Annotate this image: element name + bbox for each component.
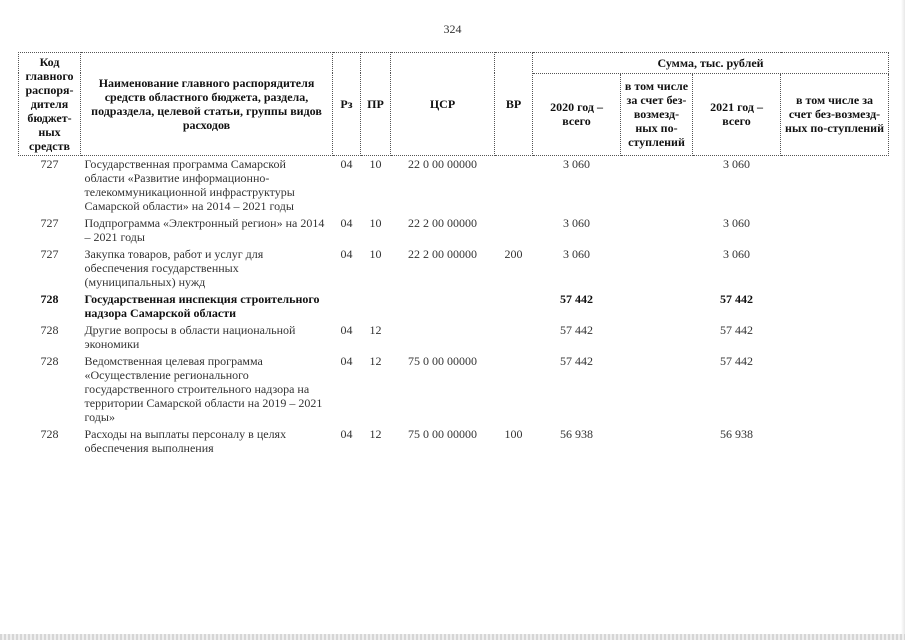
cell-2020-gratuitous [621,246,693,291]
cell-2021-total: 3 060 [723,216,750,230]
table-row [19,156,889,216]
header-rz: Рз [333,53,361,156]
cell-name: Другие вопросы в области национальной экономики [84,323,296,351]
cell-2020-total: 3 060 [563,157,590,171]
cell-2020-total: 56 938 [560,427,593,441]
scan-bottom-edge [0,634,905,640]
cell-2021-gratuitous [781,426,889,457]
cell-pr: 10 [369,157,382,171]
cell-2020-gratuitous [621,322,693,353]
cell-code: 727 [40,247,59,261]
cell-2020-total: 57 442 [560,354,593,368]
cell-name: Закупка товаров, работ и услуг для обеспечения государственных (муниципальных) нужд [84,247,264,289]
cell-csr [391,322,495,353]
cell-code: 728 [40,292,59,306]
cell-code: 727 [40,157,59,171]
page-number: 324 [443,22,462,36]
cell-rz: 04 [340,157,353,171]
cell-csr: 22 2 00 00000 [408,247,477,261]
cell-2020-gratuitous [621,291,693,322]
cell-2021-total: 57 442 [720,292,753,306]
cell-2020-gratuitous [621,353,693,426]
cell-rz: 04 [340,354,353,368]
cell-pr: 10 [369,247,382,261]
header-code: Код главного распоря-дителя бюджет-ных средств [19,53,81,156]
cell-vr [495,322,533,353]
header-pr: ПР [361,53,391,156]
cell-2021-gratuitous [781,246,889,291]
cell-2021-gratuitous [781,291,889,322]
cell-2021-total: 3 060 [723,247,750,261]
cell-2020-total: 3 060 [563,247,590,261]
cell-2021-total: 3 060 [723,157,750,171]
header-2020-gratuitous: в том числе за счет без-возмезд-ных по-ступлений [621,73,693,155]
cell-vr [495,353,533,426]
cell-csr: 75 0 00 00000 [408,427,477,441]
cell-vr: 200 [504,247,523,261]
header-vr: ВР [495,53,533,156]
cell-2021-total: 56 938 [720,427,753,441]
cell-pr: 12 [369,427,382,441]
header-2021-total: 2021 год – всего [693,73,781,155]
cell-name: Государственная программа Самарской области «Развитие информационно-телекоммуникационной инфраструктуры Самарской области» на 2014 – 2021 годы [84,157,295,213]
cell-2020-total: 57 442 [560,292,593,306]
table-row [19,426,889,457]
cell-code: 727 [40,216,59,230]
table-row [19,246,889,291]
cell-2020-gratuitous [621,426,693,457]
cell-2021-total: 57 442 [720,323,753,337]
table-body [19,156,889,458]
cell-2021-gratuitous [781,322,889,353]
cell-pr: 12 [369,354,382,368]
header-2020-total: 2020 год – всего [533,73,621,155]
cell-2020-total: 3 060 [563,216,590,230]
cell-2021-gratuitous [781,353,889,426]
cell-rz: 04 [340,323,353,337]
table-row [19,353,889,426]
table-row [19,322,889,353]
cell-code: 728 [40,354,59,368]
cell-csr: 75 0 00 00000 [408,354,477,368]
cell-2020-total: 57 442 [560,323,593,337]
cell-rz: 04 [340,247,353,261]
budget-table [18,52,889,457]
table-row [19,215,889,246]
cell-pr: 10 [369,216,382,230]
cell-csr: 22 2 00 00000 [408,216,477,230]
cell-name: Подпрограмма «Электронный регион» на 2014 – 2021 годы [84,216,325,244]
cell-name: Расходы на выплаты персоналу в целях обеспечения выполнения [84,427,287,455]
cell-rz: 04 [340,216,353,230]
cell-vr [495,156,533,216]
header-name: Наименование главного распорядителя средств областного бюджета, раздела, подраздела, целевой статьи, группы видов расходов [81,53,333,156]
header-sum-group: Сумма, тыс. рублей [533,53,889,74]
cell-vr: 100 [504,427,523,441]
cell-rz: 04 [340,427,353,441]
table-header [19,53,889,156]
cell-name: Государственная инспекция строительного надзора Самарской области [84,292,320,320]
cell-pr: 12 [369,323,382,337]
cell-vr [495,291,533,322]
cell-rz [333,291,361,322]
cell-2021-gratuitous [781,215,889,246]
header-2021-gratuitous: в том числе за счет без-возмезд-ных по-ступлений [781,73,889,155]
table-row [19,291,889,322]
cell-csr: 22 0 00 00000 [408,157,477,171]
cell-pr [361,291,391,322]
cell-csr [391,291,495,322]
cell-2020-gratuitous [621,156,693,216]
cell-2020-gratuitous [621,215,693,246]
scan-right-edge [901,0,905,640]
cell-2021-gratuitous [781,156,889,216]
cell-code: 728 [40,323,59,337]
header-csr: ЦСР [391,53,495,156]
cell-2021-total: 57 442 [720,354,753,368]
cell-name: Ведомственная целевая программа «Осуществление регионального государственного строительного надзора на территории Самарской области на 2019 – 2021 годы» [84,354,323,424]
cell-code: 728 [40,427,59,441]
cell-vr [495,215,533,246]
